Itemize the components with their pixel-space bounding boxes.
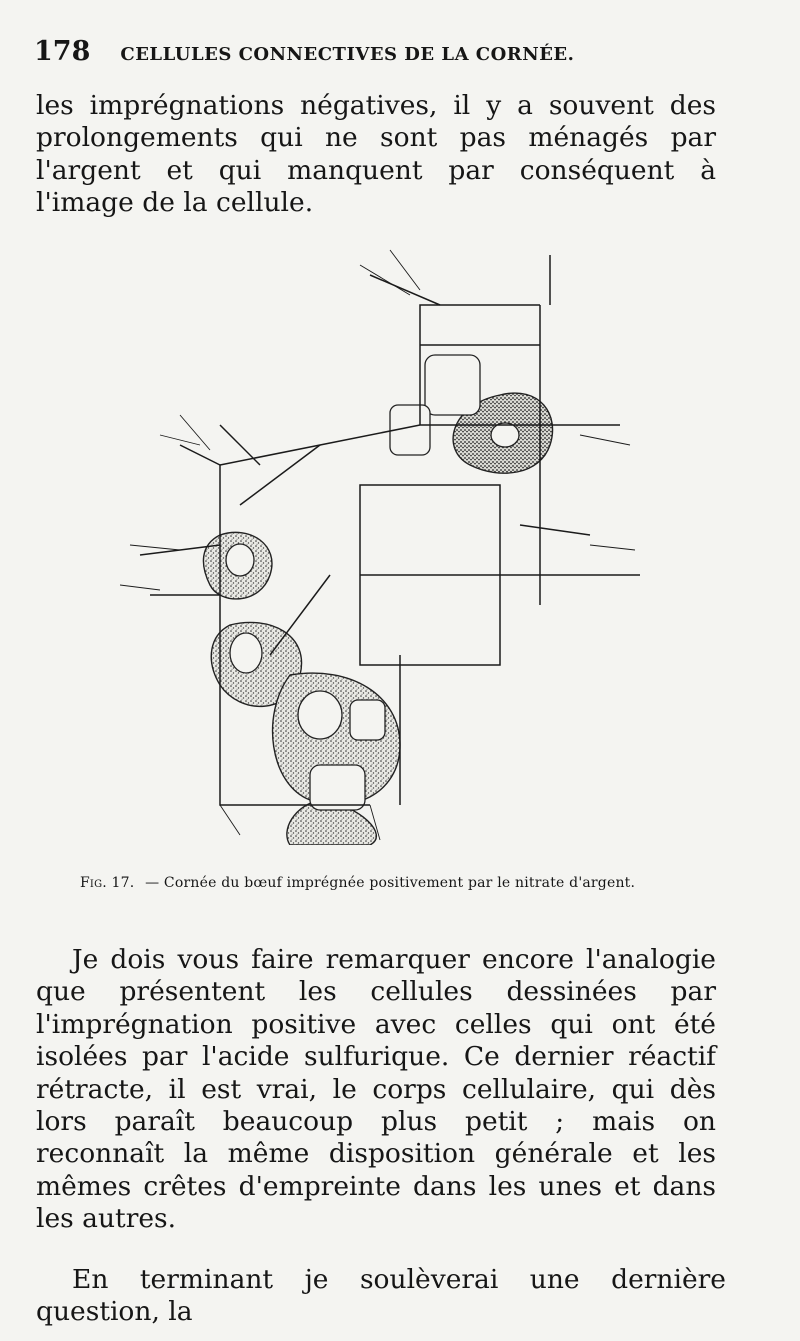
running-title: CELLULES CONNECTIVES DE LA CORNÉE. <box>120 44 575 65</box>
paragraph-bottom: En terminant je soulèverai une dernière question, la <box>36 1264 726 1328</box>
page-header <box>34 36 774 67</box>
paragraph-middle: Je dois vous faire remarquer encore l'analogie que présentent les cellules dessinées par l'imprégnation positive avec celles qui ont été isolées par l'acide sulfurique. Ce dernier réactif rétracte, il est vrai, le corps cellulaire, qui dès lors paraît beaucoup plus petit ; mais on reconnaît la même disposition générale et les mêmes crêtes d'empreinte dans les unes et dans les autres. <box>36 944 716 1235</box>
figure-caption <box>80 875 720 891</box>
figure-caption-text: — Cornée du bœuf imprégnée positivement par le nitrate d'argent. <box>145 875 636 891</box>
figure-label: Fig. 17. <box>80 875 135 891</box>
paragraph-top: les imprégnations négatives, il y a souvent des prolongements qui ne sont pas ménagés par l'argent et qui manquent par conséquent à l'image de la cellule. <box>36 90 716 219</box>
cell-illustration <box>120 245 640 845</box>
page-number: 178 <box>34 36 91 67</box>
